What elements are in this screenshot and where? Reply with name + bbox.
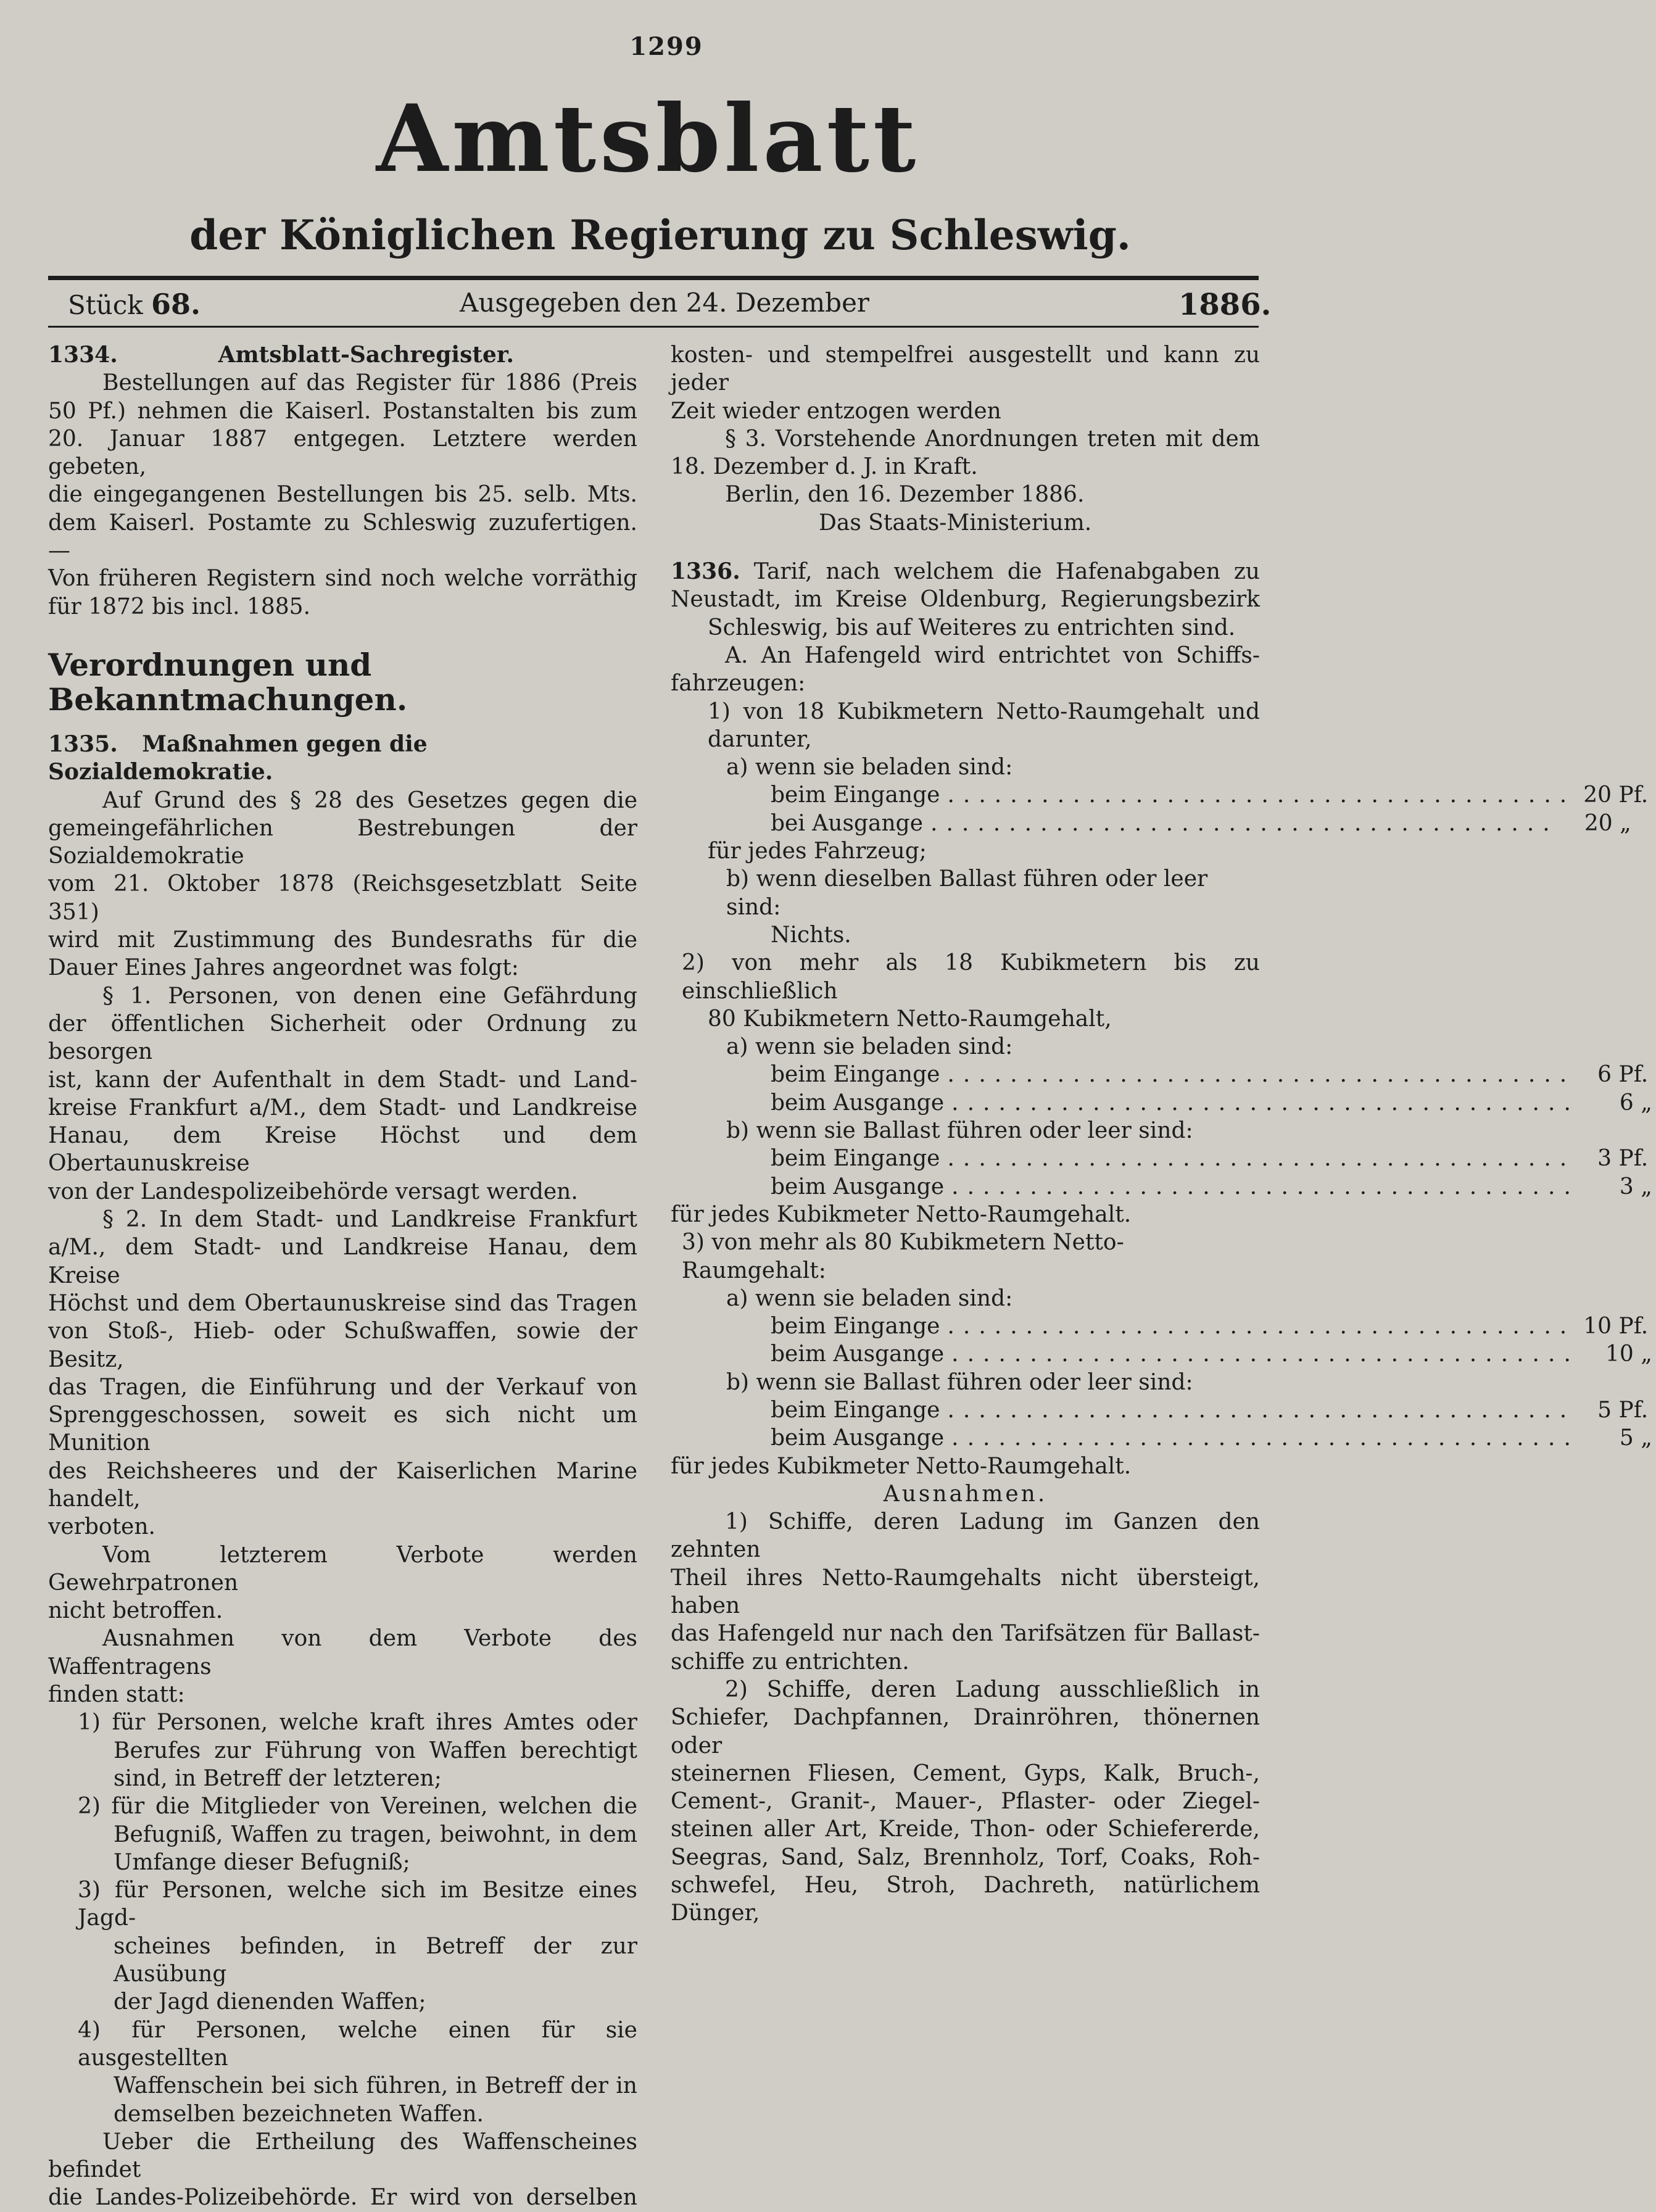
text-line: Nichts.: [771, 922, 851, 948]
issue-number: [68, 288, 201, 321]
text-line: von Stoß-, Hieb- oder Schußwaffen, sowie der Besitz,: [48, 1319, 637, 1372]
notice-1336-heading: [671, 558, 1260, 586]
text-line: gemeingefährlichen Bestrebungen der Sozialdemokratie: [48, 815, 637, 869]
text-line: dem Kaiserl. Postamte zu Schleswig zuzufertigen. —: [48, 510, 637, 564]
rate-row: beim Eingange ........................................ 20 Pf.: [771, 782, 1649, 808]
text-line: vom 21. Oktober 1878 (Reichsgesetzblatt Seite 351): [48, 871, 637, 925]
rate-row: bei Ausgange ........................................ 20 „: [771, 810, 1631, 836]
text-line: Schleswig, bis auf Weiteres zu entrichten sind.: [708, 615, 1236, 640]
list-item: 2) für die Mitglieder von Vereinen, welchen die: [78, 1794, 637, 1820]
text-line: Neustadt, im Kreise Oldenburg, Regierungsbezirk: [671, 587, 1260, 613]
notice-number: 1334.: [48, 342, 118, 368]
text-line: schwefel, Heu, Stroh, Dachreth, natürlichem Dünger,: [671, 1873, 1260, 1926]
text-line: der öffentlichen Sicherheit oder Ordnung zu besorgen: [48, 1011, 637, 1065]
tariff-sub: a) wenn sie beladen sind:: [726, 1034, 1013, 1060]
issue-label: Stück: [68, 290, 143, 320]
list-item: demselben bezeichneten Waffen.: [114, 2101, 484, 2127]
rate-row: beim Eingange ........................................ 3 Pf.: [771, 1146, 1649, 1172]
list-item: 1) für Personen, welche kraft ihres Amtes oder: [78, 1710, 637, 1736]
text-line: Bestellungen auf das Register für 1886 (Preis: [102, 370, 637, 396]
section-heading: Verordnungen und Bekanntmachungen.: [48, 646, 408, 718]
text-line: steinen aller Art, Kreide, Thon- oder Schiefererde,: [671, 1816, 1260, 1842]
right-column: [671, 341, 1652, 1928]
text-line: Cement-, Granit-, Mauer-, Pflaster- oder Ziegel-: [671, 1789, 1260, 1815]
notice-title: Amtsblatt-Sachregister.: [218, 342, 515, 368]
text-line: 80 Kubikmetern Netto-Raumgehalt,: [708, 1006, 1112, 1032]
header-rule-top: [48, 276, 1259, 280]
text-line: verboten.: [48, 1514, 155, 1540]
text-line: a/M., dem Stadt- und Landkreise Hanau, dem Kreise: [48, 1235, 637, 1288]
text-line: Hanau, dem Kreise Höchst und dem Obertaunuskreise: [48, 1123, 637, 1177]
text-line: Sprenggeschossen, soweit es sich nicht um Munition: [48, 1402, 637, 1456]
issue-year: 1886.: [1178, 288, 1272, 322]
text-line: nicht betroffen.: [48, 1598, 223, 1624]
text-line: § 2. In dem Stadt- und Landkreise Frankfurt: [102, 1207, 637, 1233]
text-line: die eingegangenen Bestellungen bis 25. selb. Mts.: [48, 482, 637, 508]
text-line: Zeit wieder entzogen werden: [671, 398, 1001, 424]
exceptions-heading: Ausnahmen.: [883, 1481, 1048, 1507]
notice-1334-heading: [48, 341, 637, 369]
tariff-sub: b) wenn sie Ballast führen oder leer sind:: [726, 1369, 1193, 1395]
text-line: Von früheren Registern sind noch welche vorräthig: [48, 566, 637, 592]
text-line: Seegras, Sand, Salz, Brennholz, Torf, Coaks, Roh-: [671, 1844, 1260, 1870]
text-line: das Tragen, die Einführung und der Verkauf von: [48, 1374, 637, 1400]
text-line: Ausnahmen von dem Verbote des Waffentragens: [48, 1626, 637, 1680]
text-line: A. An Hafengeld wird entrichtet von Schiffs-: [725, 642, 1260, 668]
rate-row: beim Ausgange ........................................ 6 „: [771, 1090, 1652, 1116]
text-line: Schiefer, Dachpfannen, Drainröhren, thönernen oder: [671, 1705, 1260, 1758]
tariff-sub: b) wenn dieselben Ballast führen oder leer sind:: [726, 866, 1208, 920]
header-rule-bottom: [48, 326, 1259, 328]
tariff-sub: a) wenn sie beladen sind:: [726, 1285, 1013, 1311]
text-line: kosten- und stempelfrei ausgestellt und kann zu jeder: [671, 342, 1260, 396]
issue-date: Ausgegeben den 24. Dezember: [460, 288, 870, 318]
tariff-sub: b) wenn sie Ballast führen oder leer sind:: [726, 1118, 1193, 1144]
rate-row: beim Ausgange ........................................ 5 „: [771, 1425, 1652, 1451]
rate-row: beim Eingange ........................................ 5 Pf.: [771, 1397, 1649, 1423]
text-line: Dauer Eines Jahres angeordnet was folgt:: [48, 955, 519, 981]
text-line: für jedes Fahrzeug;: [708, 839, 927, 864]
text-line: von der Landespolizeibehörde versagt werden.: [48, 1178, 578, 1204]
text-line: Auf Grund des § 28 des Gesetzes gegen die: [102, 787, 637, 813]
left-column: [48, 341, 637, 2212]
tariff-class: 3) von mehr als 80 Kubikmetern Netto-Raumgehalt:: [682, 1230, 1124, 1283]
list-item: Waffenschein bei sich führen, in Betreff der in: [114, 2073, 637, 2099]
text-line: die Landes-Polizeibehörde. Er wird von derselben: [48, 2185, 637, 2211]
list-item: sind, in Betreff der letzteren;: [114, 1765, 442, 1791]
text-line: darunter,: [708, 726, 812, 752]
notice-number: 1336.: [671, 558, 740, 585]
text-line: das Hafengeld nur nach den Tarifsätzen für Ballast-: [671, 1621, 1260, 1647]
text-line: des Reichsheeres und der Kaiserlichen Marine handelt,: [48, 1458, 637, 1512]
text-line: Theil ihres Netto-Raumgehalts nicht übersteigt, haben: [671, 1565, 1260, 1619]
text-line: steinernen Fliesen, Cement, Gyps, Kalk, Bruch-,: [671, 1760, 1260, 1786]
masthead-title: Amtsblatt: [376, 85, 920, 193]
tariff-sub: a) wenn sie beladen sind:: [726, 755, 1013, 781]
text-line: finden statt:: [48, 1682, 185, 1708]
notice-1335-heading: [48, 731, 637, 787]
text-line: Höchst und dem Obertaunuskreise sind das Tragen: [48, 1290, 637, 1316]
list-item: 4) für Personen, welche einen für sie ausgestellten: [78, 2017, 637, 2071]
list-item: Berufes zur Führung von Waffen berechtigt: [114, 1738, 637, 1763]
notice-title: Tarif, nach welchem die Hafenabgaben zu: [753, 559, 1260, 585]
text-line: für 1872 bis incl. 1885.: [48, 594, 311, 619]
text-line: wird mit Zustimmung des Bundesraths für die: [48, 927, 637, 953]
signature: Das Staats-Ministerium.: [819, 510, 1092, 536]
list-item: scheines befinden, in Betreff der zur Ausübung: [114, 1933, 637, 1987]
text-line: kreise Frankfurt a/M., dem Stadt- und Landkreise: [48, 1095, 637, 1120]
text-line: Vom letzterem Verbote werden Gewehrpatronen: [48, 1542, 637, 1596]
notice-number: 1335.: [48, 731, 118, 757]
notice-title: Maßnahmen gegen die Sozialdemokratie.: [48, 731, 428, 785]
text-line: § 3. Vorstehende Anordnungen treten mit dem: [725, 426, 1260, 452]
text-line: 18. Dezember d. J. in Kraft.: [671, 454, 978, 480]
place-date: Berlin, den 16. Dezember 1886.: [725, 482, 1085, 508]
list-item: Befugniß, Waffen zu tragen, beiwohnt, in dem: [114, 1821, 637, 1847]
tariff-class: 1) von 18 Kubikmetern Netto-Raumgehalt und: [708, 698, 1260, 724]
list-item: der Jagd dienenden Waffen;: [114, 1989, 426, 2015]
masthead-subtitle: der Königlichen Regierung zu Schleswig.: [189, 211, 1131, 259]
tariff-class: 2) von mehr als 18 Kubikmetern bis zu einschließlich: [682, 950, 1260, 1004]
text-line: schiffe zu entrichten.: [671, 1649, 909, 1675]
text-line: 2) Schiffe, deren Ladung ausschließlich in: [725, 1676, 1260, 1702]
text-line: 20. Januar 1887 entgegen. Letztere werden gebeten,: [48, 426, 637, 480]
page-number: 1299: [629, 32, 703, 61]
rate-row: beim Eingange ........................................ 6 Pf.: [771, 1062, 1649, 1088]
rate-row: beim Ausgange ........................................ 10 „: [771, 1341, 1652, 1367]
list-item: Umfange dieser Befugniß;: [114, 1849, 410, 1875]
text-line: § 1. Personen, von denen eine Gefährdung: [102, 983, 637, 1009]
text-line: Ueber die Ertheilung des Waffenscheines befindet: [48, 2129, 637, 2183]
text-line: 1) Schiffe, deren Ladung im Ganzen den zehnten: [671, 1509, 1260, 1563]
rate-row: beim Eingange ........................................ 10 Pf.: [771, 1314, 1649, 1340]
text-line: für jedes Kubikmeter Netto-Raumgehalt.: [671, 1201, 1132, 1227]
issue-value: 68.: [151, 288, 201, 321]
text-line: ist, kann der Aufenthalt in dem Stadt- und Land-: [48, 1067, 637, 1093]
rate-row: beim Ausgange ........................................ 3 „: [771, 1174, 1652, 1199]
text-line: für jedes Kubikmeter Netto-Raumgehalt.: [671, 1453, 1132, 1479]
text-line: 50 Pf.) nehmen die Kaiserl. Postanstalten bis zum: [48, 398, 637, 424]
text-line: fahrzeugen:: [671, 671, 806, 697]
list-item: 3) für Personen, welche sich im Besitze eines Jagd-: [78, 1878, 637, 1931]
